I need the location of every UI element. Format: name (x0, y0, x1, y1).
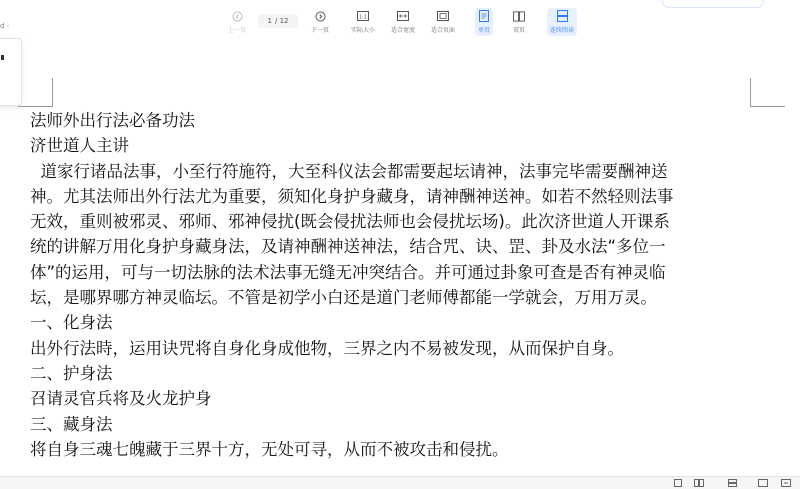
double-page-status-icon[interactable] (694, 479, 704, 487)
section-heading: 二、护身法 (30, 363, 113, 383)
section-heading: 三、藏身法 (30, 414, 113, 434)
document-content (30, 108, 770, 462)
page-current[interactable]: 1 (267, 17, 272, 25)
fit-page-button[interactable] (431, 10, 455, 34)
viewer-toolbar (0, 0, 800, 38)
fit-page-label: 适合页面 (431, 27, 456, 34)
single-page-status-icon[interactable] (674, 479, 682, 487)
next-page-label: 下一页 (311, 27, 330, 34)
page-total: / 12 (274, 17, 289, 25)
continuous-reading-label: 连续阅读 (550, 27, 575, 34)
single-page-label: 单页 (478, 27, 491, 34)
page-crop-mark-left (18, 78, 53, 107)
section-body: 召请灵官兵将及火龙护身 (30, 389, 212, 409)
double-page-button[interactable] (513, 10, 525, 34)
chevron-right-icon (314, 10, 326, 22)
doc-title: 法师外出行法必备功法 (30, 111, 195, 130)
doc-speaker: 济世道人主讲 (30, 136, 129, 156)
section-body: 将自身三魂七魄藏于三界十方，无处可寻，从而不被攻击和侵扰。 (30, 439, 509, 459)
doc-paragraph-line: 道家行诸品法事，小至行符施符，大至科仪法会都需要起坛请神，法事完毕需要酬神送 (30, 161, 668, 181)
page-crop-mark-right (750, 78, 785, 107)
double-page-label: 双页 (513, 27, 526, 34)
fit-width-icon (397, 10, 409, 22)
prev-page-label: 上一页 (228, 27, 247, 34)
fit-status-icon[interactable] (758, 479, 768, 487)
fit-width-button[interactable] (391, 10, 415, 34)
actual-size-icon (357, 10, 369, 22)
continuous-status-icon[interactable] (728, 479, 737, 487)
prev-page-button[interactable] (228, 10, 246, 34)
side-panel-marker (1, 55, 4, 60)
section-heading: 一、化身法 (30, 313, 113, 333)
doc-paragraph-line: 神。尤其法师出外行法尤为重要，须知化身护身藏身，请神酬神送神。如若不然轻则法事 (30, 186, 674, 206)
svg-text:1:1: 1:1 (358, 14, 368, 21)
doc-paragraph-line: 无效，重则被邪灵、邪师、邪神侵扰(既会侵扰法师也会侵扰坛场)。此次济世道人开课系 (30, 212, 670, 232)
next-page-button[interactable] (311, 10, 329, 34)
single-page-button[interactable] (475, 8, 493, 36)
top-right-pill[interactable] (662, 0, 764, 8)
page-indicator[interactable] (258, 14, 298, 28)
chevron-left-icon (231, 10, 243, 22)
actual-size-label: 实际大小 (351, 27, 376, 34)
doc-paragraph-line: 统的讲解万用化身护身藏身法，及请神酬神送神法，结合咒、诀、罡、卦及水法“多位一 (30, 237, 666, 257)
fit-width-label: 适合宽度 (391, 27, 416, 34)
doc-paragraph-line: 体”的运用，可与一切法脉的法术法事无缝无冲突结合。并可通过卦象可查是否有神灵临 (30, 262, 666, 282)
status-bar (0, 476, 800, 489)
doc-paragraph-line: 坛，是哪界哪方神灵临坛。不管是初学小白还是道门老师傅都能一学就会，万用万灵。 (30, 288, 657, 308)
fit-page-icon (437, 10, 449, 22)
section-body: 出外行法時，运用诀咒将自身化身成他物，三界之内不易被发现，从而保护自身。 (30, 338, 624, 358)
zoom-status-icon[interactable] (781, 479, 791, 487)
toolbar-left-fragment: d - (0, 22, 10, 30)
continuous-reading-icon (556, 10, 568, 22)
actual-size-button[interactable] (351, 10, 375, 34)
continuous-reading-button[interactable] (547, 8, 577, 36)
single-page-icon (478, 10, 490, 22)
double-page-icon (513, 10, 525, 22)
